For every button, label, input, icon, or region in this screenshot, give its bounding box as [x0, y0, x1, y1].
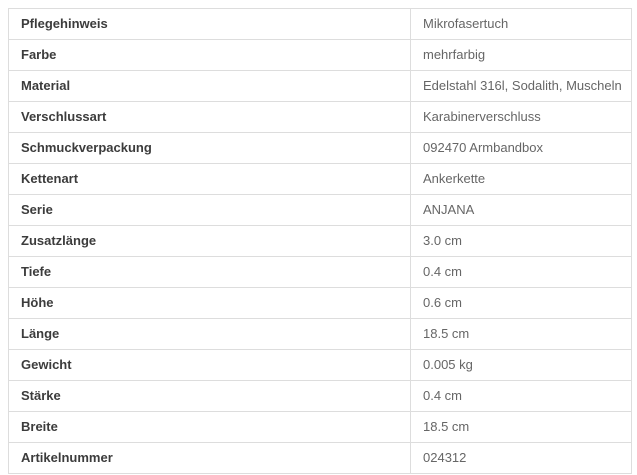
table-row — [9, 195, 632, 226]
spec-value: Ankerkette — [411, 164, 632, 195]
product-spec-table — [8, 8, 632, 474]
spec-value: Mikrofasertuch — [411, 9, 632, 40]
spec-value: 0.6 cm — [411, 288, 632, 319]
product-spec-section — [8, 8, 632, 474]
spec-label: Breite — [9, 412, 411, 443]
table-row — [9, 257, 632, 288]
spec-label: Länge — [9, 319, 411, 350]
spec-value: 18.5 cm — [411, 319, 632, 350]
table-row — [9, 350, 632, 381]
spec-label: Artikelnummer — [9, 443, 411, 474]
spec-label: Stärke — [9, 381, 411, 412]
table-row — [9, 319, 632, 350]
spec-value: 18.5 cm — [411, 412, 632, 443]
spec-value: 092470 Armbandbox — [411, 133, 632, 164]
spec-label: Material — [9, 71, 411, 102]
spec-label: Gewicht — [9, 350, 411, 381]
spec-value: ANJANA — [411, 195, 632, 226]
table-row — [9, 381, 632, 412]
spec-value: 0.4 cm — [411, 257, 632, 288]
spec-label: Farbe — [9, 40, 411, 71]
table-row — [9, 443, 632, 474]
table-row — [9, 71, 632, 102]
spec-label: Kettenart — [9, 164, 411, 195]
spec-label: Pflegehinweis — [9, 9, 411, 40]
table-row — [9, 133, 632, 164]
spec-label: Schmuckverpackung — [9, 133, 411, 164]
spec-value: mehrfarbig — [411, 40, 632, 71]
spec-value: 3.0 cm — [411, 226, 632, 257]
table-row — [9, 102, 632, 133]
spec-value: Karabinerverschluss — [411, 102, 632, 133]
spec-label: Höhe — [9, 288, 411, 319]
spec-label: Zusatzlänge — [9, 226, 411, 257]
spec-value: 0.4 cm — [411, 381, 632, 412]
table-row — [9, 164, 632, 195]
table-row — [9, 40, 632, 71]
table-row — [9, 412, 632, 443]
spec-value: Edelstahl 316l, Sodalith, Muscheln — [411, 71, 632, 102]
spec-label: Verschlussart — [9, 102, 411, 133]
spec-value: 024312 — [411, 443, 632, 474]
spec-label: Tiefe — [9, 257, 411, 288]
spec-label: Serie — [9, 195, 411, 226]
table-row — [9, 226, 632, 257]
spec-value: 0.005 kg — [411, 350, 632, 381]
table-row — [9, 9, 632, 40]
table-row — [9, 288, 632, 319]
